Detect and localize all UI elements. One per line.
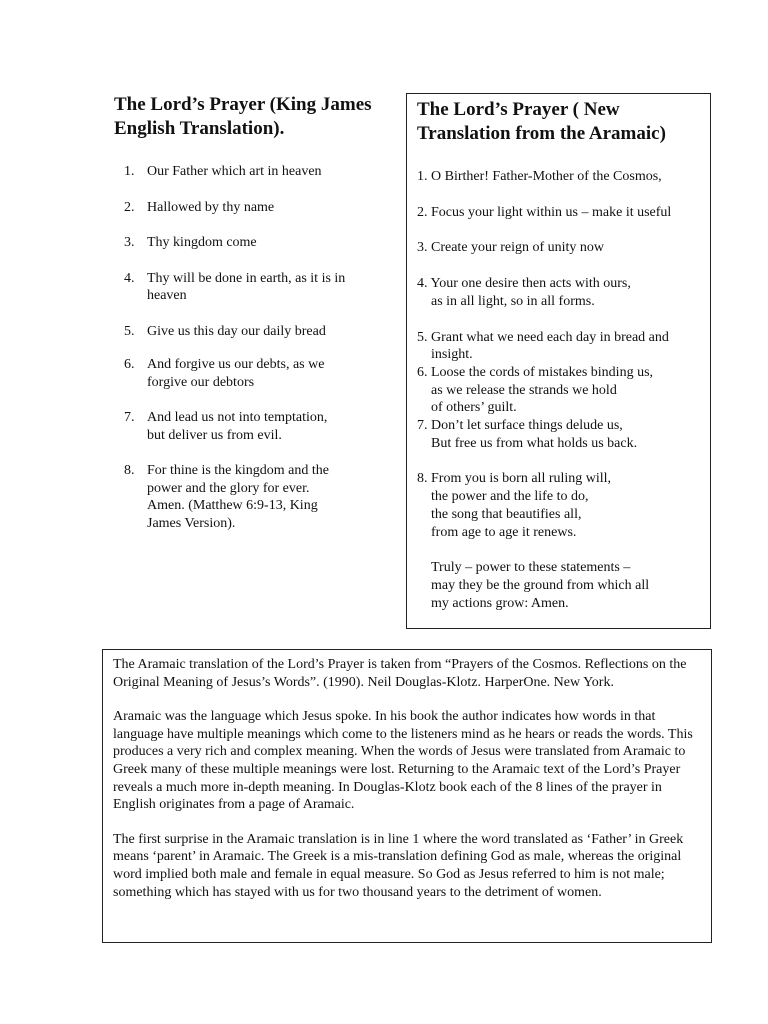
kjv-line-text: Our Father which art in heaven (147, 164, 322, 179)
kjv-line-number: 5. (124, 323, 135, 339)
kjv-section (114, 93, 384, 550)
kjv-line-7 (114, 409, 384, 444)
note-paragraph-father: The first surprise in the Aramaic translation is in line 1 where the word translated as ‘Father’ in Greek means ‘parent’ in Aramaic. The Greek is a mis-translation defining God as male, whereas the original word implied both male and female in equal measure. So God as Jesus referred to him is not male; something which has stayed with us for two thousand years to the detriment of women. (113, 831, 684, 900)
aramaic-line-1: 1. O Birther! Father-Mother of the Cosmos, (417, 169, 662, 184)
kjv-line-number: 6. (124, 357, 135, 372)
note-paragraph-language: Aramaic was the language which Jesus spoke. In his book the author indicates how words in that language have multiple meanings which come to the listeners mind as he hears or reads the words. This produces a very rich and complex meaning. When the words of Jesus were translated from Aramaic to Greek many of these multiple meanings were lost. Returning to the Aramaic text of the Lord’s Prayer reveals a much more in-depth meaning. In Douglas-Klotz book each of the 8 lines of the prayer in English originates from a page of Aramaic. (113, 709, 693, 813)
aramaic-closing: Truly – power to these statements – may they be the ground from which all my actions grow: Amen. (431, 560, 650, 611)
kjv-line-number: 1. (124, 164, 135, 179)
kjv-line-4 (114, 270, 384, 305)
aramaic-list (417, 168, 700, 541)
aramaic-line-2: 2. Focus your light within us – make it useful (417, 204, 672, 220)
kjv-line-number: 2. (124, 199, 135, 215)
aramaic-line-6: 6. Loose the cords of mistakes binding us, as we release the strands we hold of others’ guilt. (417, 364, 654, 416)
kjv-line-text: Thy kingdom come (147, 235, 257, 250)
aramaic-line-8: 8. From you is born all ruling will, the power and the life to do, the song that beautifies all, from age to age it renews. (417, 471, 612, 540)
aramaic-line-5: 5. Grant what we need each day in bread and insight. (417, 329, 669, 363)
kjv-line-2 (114, 199, 384, 217)
aramaic-title: The Lord’s Prayer ( New Translation from the Aramaic) (417, 99, 666, 144)
kjv-line-number: 3. (124, 235, 135, 250)
kjv-line-text: For thine is the kingdom and the power and the glory for ever. Amen. (Matthew 6:9-13, King James Version). (147, 463, 329, 531)
kjv-line-number: 7. (124, 410, 135, 425)
kjv-line-number: 4. (124, 270, 135, 286)
kjv-line-text: Thy will be done in earth, as it is in heaven (147, 270, 346, 303)
note-paragraph-source: The Aramaic translation of the Lord’s Prayer is taken from “Prayers of the Cosmos. Reflections on the Original Meaning of Jesus’s Words”. (1990). Neil Douglas-Klotz. HarperOne. New York. (113, 657, 687, 690)
kjv-line-text: Hallowed by thy name (147, 199, 275, 215)
kjv-line-number: 8. (124, 463, 135, 478)
kjv-line-3 (114, 234, 384, 252)
kjv-line-8 (114, 462, 384, 532)
kjv-line-text: And forgive us our debts, as we forgive our debtors (147, 357, 325, 390)
kjv-list (114, 163, 384, 532)
note-box (102, 649, 712, 943)
kjv-line-6 (114, 356, 384, 391)
aramaic-line-3: 3. Create your reign of unity now (417, 240, 605, 256)
kjv-line-1 (114, 163, 384, 181)
aramaic-line-7: 7. Don’t let surface things delude us, But free us from what holds us back. (417, 418, 638, 451)
kjv-title: The Lord’s Prayer (King James English Translation). (114, 94, 372, 139)
kjv-line-5 (114, 323, 384, 341)
kjv-line-text: And lead us not into temptation, but deliver us from evil. (147, 410, 328, 443)
aramaic-section (406, 93, 711, 629)
aramaic-line-4: 4. Your one desire then acts with ours, as in all light, so in all forms. (417, 276, 631, 309)
kjv-line-text: Give us this day our daily bread (147, 323, 326, 339)
